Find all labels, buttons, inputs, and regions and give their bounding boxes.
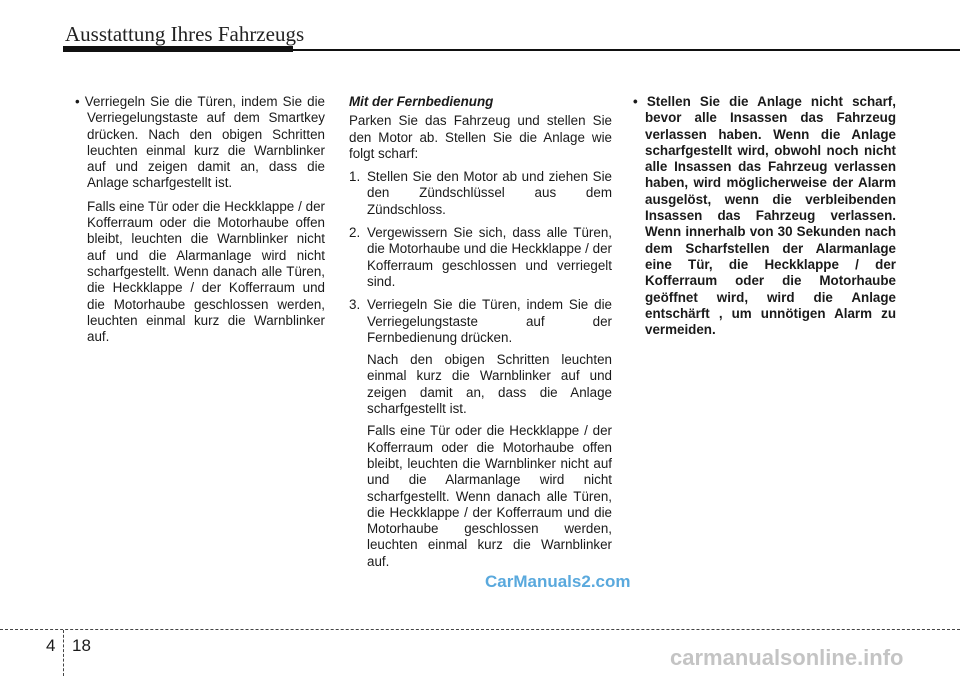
step-extra-text: Nach den obigen Schritten leuchten einmal kurz die Warnblinker auf und zeigen damit an, dass die Anlage scharfgestellt ist.	[367, 352, 612, 417]
watermark-link[interactable]: CarManuals2.com	[485, 572, 631, 591]
bullet-warning: • Stellen Sie die Anlage nicht scharf, bevor alle Insassen das Fahrzeug verlassen haben. Wenn die Anlage scharfgestellt wird, obwohl noch nicht alle Insassen das Fahrzeug verlassen haben, wird möglicherweise der Alarm ausgelöst, wenn die verbleibenden Insassen das Fahrzeug verlassen. Wenn innerhalb von 30 Sekunden nach dem Scharfstellen der Alarmanlage eine Tür, die Heckklappe / der Kofferraum oder die Motorhaube geöffnet wird, wird die Anlage entschärft , um unnötigen Alarm zu vermeiden.	[633, 94, 896, 338]
step-item	[349, 169, 612, 218]
step-extra-text: Falls eine Tür oder die Heckklappe / der Kofferraum oder die Motorhaube offen bleibt, leuchten die Warnblinker nicht auf und die Alarmanlage wird nicht scharfgestellt. Wenn danach alle Türen, die Heckklappe / der Kofferraum und die Motorhaube geschlossen werden, leuchten einmal kurz die Warnblinker auf.	[367, 423, 612, 569]
step-number: 1.	[349, 169, 361, 185]
footer-site-watermark[interactable]: carmanualsonline.info	[670, 645, 904, 670]
step-text: Verriegeln Sie die Türen, indem Sie die Verriegelungstaste auf der Fernbedienung drücken.	[367, 297, 612, 345]
step-item	[349, 297, 612, 570]
footer-divider	[63, 630, 65, 676]
step-number: 3.	[349, 297, 361, 313]
section-heading: Mit der Fernbedienung	[349, 94, 494, 109]
paragraph-open-door: Falls eine Tür oder die Heckklappe / der Kofferraum oder die Motorhaube offen bleibt, leuchten die Warnblinker nicht auf und die Alarmanlage wird nicht scharfgestellt. Wenn danach alle Türen, die Heckklappe / der Kofferraum und die Motorhaube geschlossen werden, leuchten einmal kurz die Warnblinker auf.	[87, 198, 325, 345]
footer-rule	[0, 629, 960, 631]
page-header-title: Ausstattung Ihres Fahrzeugs	[65, 22, 305, 46]
step-text: Stellen Sie den Motor ab und ziehen Sie den Zündschlüssel aus dem Zündschloss.	[367, 169, 612, 217]
steps-list	[349, 169, 612, 570]
bullet-lock-smartkey: • Verriegeln Sie die Türen, indem Sie die Verriegelungstaste auf dem Smartkey drücken. Nach den obigen Schritten leuchten einmal kurz die Warnblinker auf und zeigen damit an, dass die Anlage scharfgestellt ist.	[75, 94, 325, 191]
step-number: 2.	[349, 225, 361, 241]
column-2	[349, 94, 612, 577]
step-item	[349, 225, 612, 290]
chapter-number: 4	[46, 636, 56, 655]
intro-paragraph: Parken Sie das Fahrzeug und stellen Sie den Motor ab. Stellen Sie die Anlage wie folgt scharf:	[349, 113, 612, 161]
step-text: Vergewissern Sie sich, dass alle Türen, die Motorhaube und die Heckklappe / der Kofferraum geschlossen und verriegelt sind.	[367, 225, 612, 289]
column-1	[75, 94, 325, 352]
header-rule	[63, 49, 960, 51]
page-number: 18	[72, 636, 91, 655]
column-3	[633, 94, 896, 345]
